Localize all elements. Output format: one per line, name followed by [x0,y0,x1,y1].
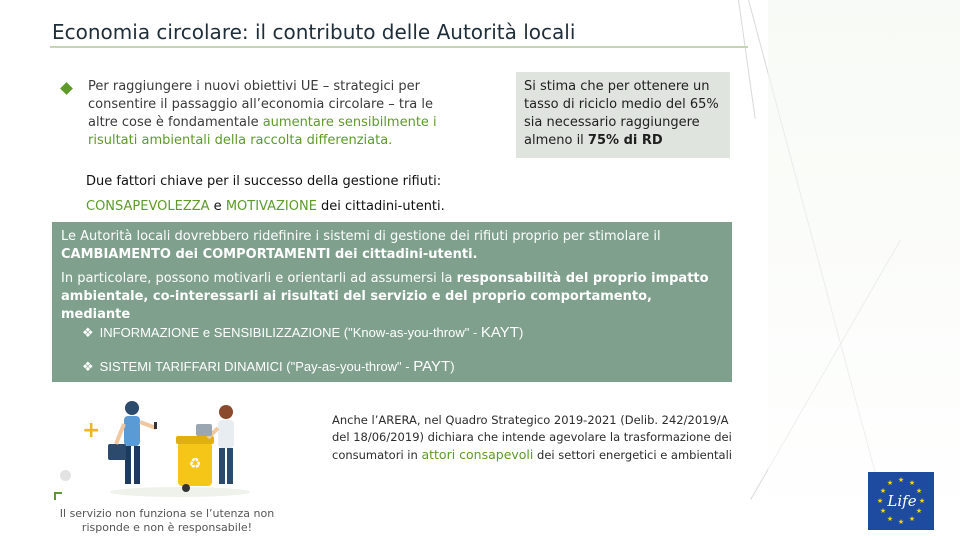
circle-decoration [60,470,71,481]
authorities-paragraph-1 [61,228,724,264]
factor-rest: dei cittadini-utenti. [316,199,445,214]
intro-highlight: aumentare sensibilmente i risultati ambientali della raccolta differenziata [88,115,437,148]
svg-text:★: ★ [897,518,905,526]
plus-icon: + [82,418,101,443]
kayt-acronym: KAYT [480,324,519,341]
factor-conjunction: e [209,199,226,214]
kayt-end: ) [518,325,524,340]
svg-text:★: ★ [915,507,923,515]
authorities-text-2: In particolare, possono motivarli e orientarli ad assumersi la [61,271,457,286]
key-factors-list [86,199,445,214]
arera-note [332,412,742,464]
people-recycling-illustration [100,398,260,498]
authorities-bold-1: CAMBIAMENTO dei COMPORTAMENTI dei cittadini-utenti. [61,247,478,262]
four-diamond-icon: ❖ [82,359,94,374]
decorative-panel [768,0,960,540]
svg-text:♻: ♻ [188,456,202,472]
svg-text:★: ★ [886,479,894,487]
kayt-text: INFORMAZIONE e SENSIBILIZZAZIONE ("Know-as-you-throw" - [99,325,481,340]
svg-text:★: ★ [908,515,916,523]
list-item-payt [82,358,455,376]
payt-acronym: PAYT [413,358,451,375]
four-diamond-icon: ❖ [82,325,94,340]
factor-motivation: MOTIVAZIONE [225,199,317,214]
diamond-icon [60,82,73,95]
slide-title: Economia circolare: il contributo delle Autorità locali [52,20,576,44]
factor-awareness: CONSAPEVOLEZZA [86,199,210,214]
payt-end: ) [450,359,455,374]
svg-text:★: ★ [897,476,905,484]
svg-text:★: ★ [879,507,887,515]
intro-text: Per raggiungere i nuovi obiettivi UE – strategici per consentire il passaggio all’economia circolare – tra le altre cose è fondamentale [88,79,433,130]
authorities-bold-2: responsabilità del proprio impatto ambientale, co-interessarli ai risultati del servizio e del proprio comportamento, mediante [61,271,709,322]
arera-end: dei settori energetici e ambientali [533,448,732,462]
intro-paragraph [88,78,460,150]
payt-text: SISTEMI TARIFFARI DINAMICI ("Pay-as-you-throw" - [99,359,414,374]
arera-highlight: attori consapevoli [421,447,534,462]
svg-text:★: ★ [886,515,894,523]
title-divider [50,46,748,48]
list-item-kayt [82,324,523,342]
authorities-box [52,222,732,382]
estimate-text: Si stima che per ottenere un tasso di riciclo medio del 65% sia necessario raggiungere almeno il [524,79,719,148]
estimate-box [516,72,730,158]
logo-text: Life [887,492,917,510]
corner-decoration [54,492,62,500]
authorities-text-1: Le Autorità locali dovrebbero ridefinire i sistemi di gestione dei rifiuti proprio per stimolare il [61,229,661,244]
key-factors-heading: Due fattori chiave per il successo della gestione rifiuti: [86,174,442,189]
svg-text:★: ★ [918,497,926,505]
eu-life-logo [868,472,934,530]
arera-text: Anche l’ARERA, nel Quadro Strategico 2019-2021 (Delib. 242/2019/A del 18/06/2019) dichiara che intende agevolare la trasformazione dei consumatori in [332,413,732,462]
svg-text:★: ★ [915,487,923,495]
authorities-paragraph-2 [61,270,724,324]
svg-text:★: ★ [908,479,916,487]
illustration-caption: Il servizio non funziona se l’utenza non risponde e non è responsabile! [59,507,275,534]
svg-text:★: ★ [879,487,887,495]
intro-end: . [388,133,393,148]
estimate-bold: 75% di RD [587,133,663,148]
svg-text:★: ★ [876,497,884,505]
